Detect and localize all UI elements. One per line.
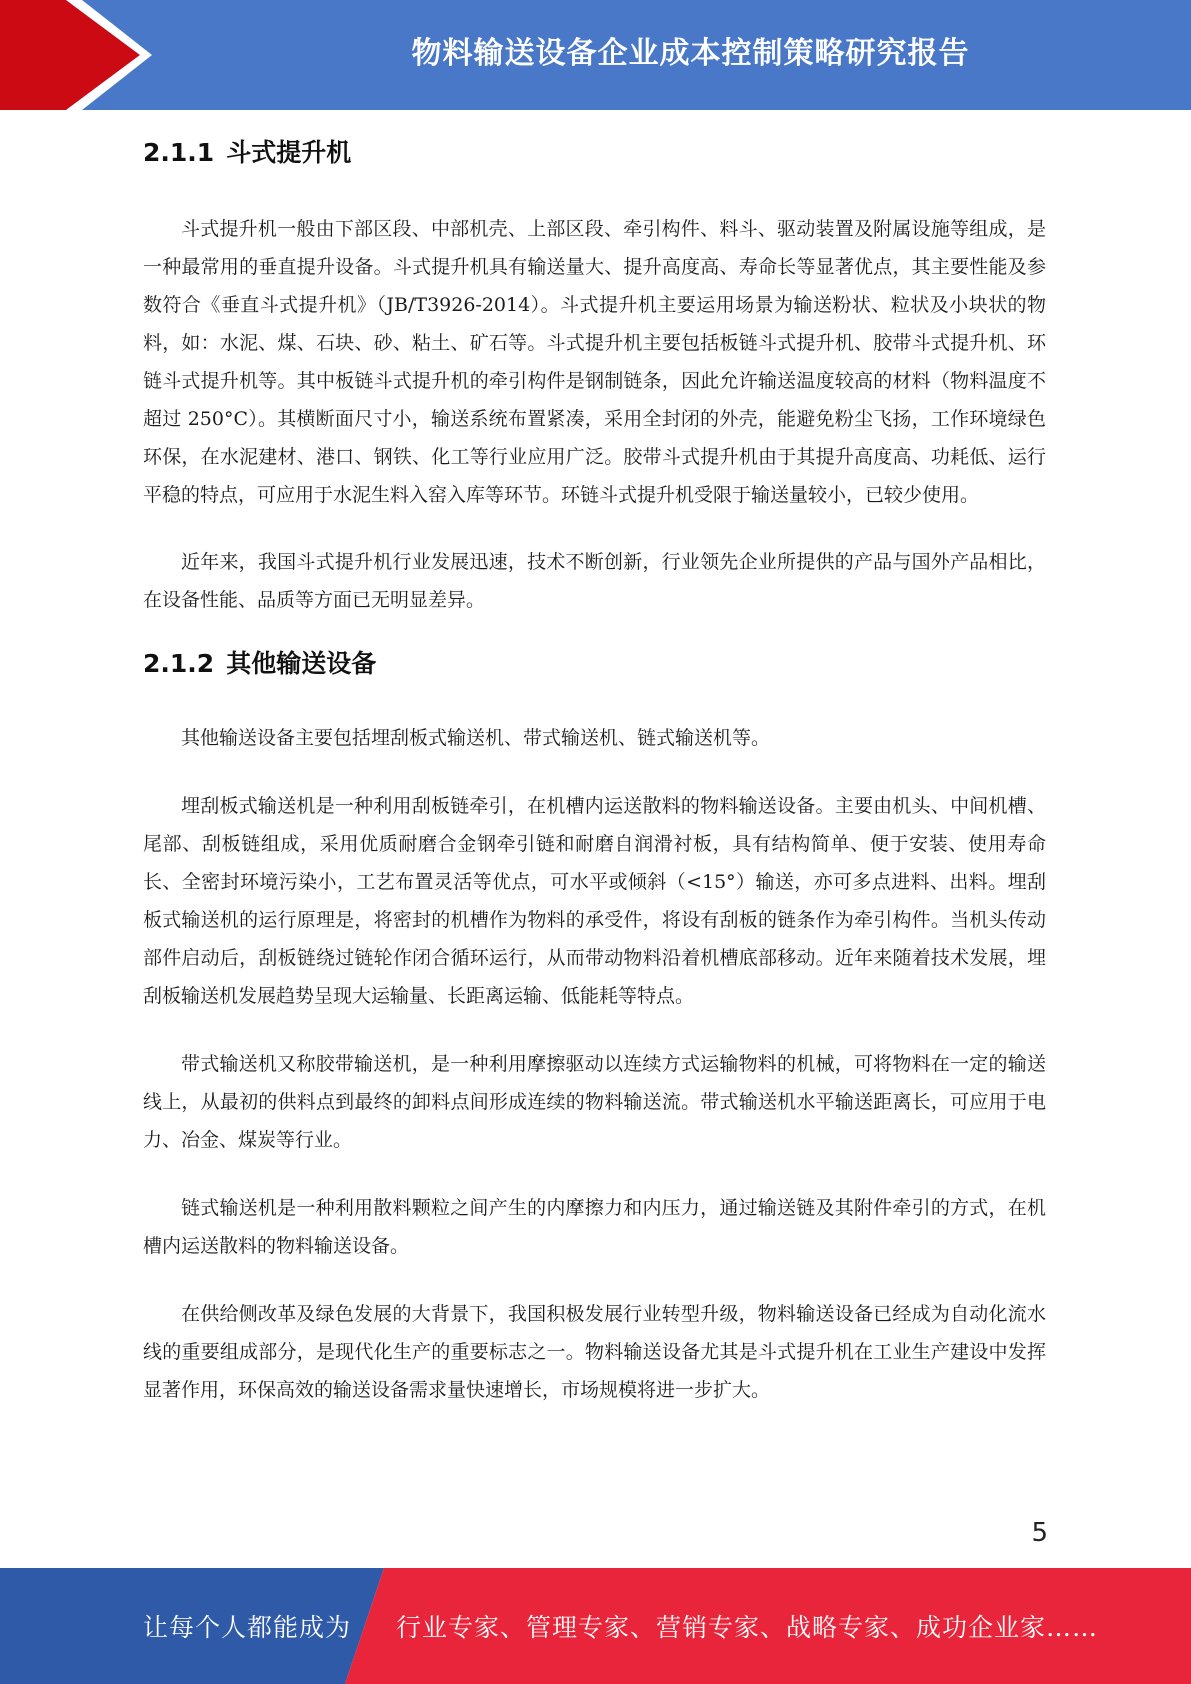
section-title: 斗式提升机 xyxy=(226,138,352,167)
paragraph: 斗式提升机一般由下部区段、中部机壳、上部区段、牵引构件、料斗、驱动装置及附属设施等组成，是一种最常用的垂直提升设备。斗式提升机具有输送量大、提升高度高、寿命长等显著优点，其主要性能及参数符合《垂直斗式提升机》（JB/T3926-2014）。斗式提升机主要运用场景为输送粉状、粒状及小块状的物料，如：水泥、煤、石块、砂、粘土、矿石等。斗式提升机主要包括板链斗式提升机、胶带斗式提升机、环链斗式提升机等。其中板链斗式提升机的牵引构件是钢制链条，因此允许输送温度较高的材料（物料温度不超过 250°C）。其横断面尺寸小，输送系统布置紧凑，采用全封闭的外壳，能避免粉尘飞扬，工作环境绿色环保，在水泥建材、港口、钢铁、化工等行业应用广泛。胶带斗式提升机由于其提升高度高、功耗低、运行平稳的特点，可应用于水泥生料入窑入库等环节。环链斗式提升机受限于输送量较小，已较少使用。 xyxy=(143,218,1046,506)
page-number: 5 xyxy=(1031,1518,1048,1548)
paragraph: 其他输送设备主要包括埋刮板式输送机、带式输送机、链式输送机等。 xyxy=(181,727,771,749)
paragraph: 近年来，我国斗式提升机行业发展迅速，技术不断创新，行业领先企业所提供的产品与国外产品相比，在设备性能、品质等方面已无明显差异。 xyxy=(143,551,1046,611)
section-number: 2.1.1 xyxy=(143,138,215,167)
footer-slogan-left: 让每个人都能成为 xyxy=(143,1613,352,1642)
main-content xyxy=(143,110,1046,1409)
page-footer xyxy=(0,1568,1191,1684)
paragraph: 链式输送机是一种利用散料颗粒之间产生的内摩擦力和内压力，通过输送链及其附件牵引的方式，在机槽内运送散料的物料输送设备。 xyxy=(143,1197,1046,1257)
header-arrow-decoration xyxy=(0,0,160,110)
section-heading-2-1-2 xyxy=(143,644,1046,680)
page-header xyxy=(0,0,1191,110)
paragraph: 埋刮板式输送机是一种利用刮板链牵引，在机槽内运送散料的物料输送设备。主要由机头、中间机槽、尾部、刮板链组成，采用优质耐磨合金钢牵引链和耐磨自润滑衬板，具有结构简单、便于安装、使用寿命长、全密封环境污染小，工艺布置灵活等优点，可水平或倾斜（<15°）输送，亦可多点进料、出料。埋刮板式输送机的运行原理是，将密封的机槽作为物料的承受件，将设有刮板的链条作为牵引构件。当机头传动部件启动后，刮板链绕过链轮作闭合循环运行，从而带动物料沿着机槽底部移动。近年来随着技术发展，埋刮板输送机发展趋势呈现大运输量、长距离运输、低能耗等特点。 xyxy=(143,795,1046,1007)
paragraph: 带式输送机又称胶带输送机，是一种利用摩擦驱动以连续方式运输物料的机械，可将物料在一定的输送线上，从最初的供料点到最终的卸料点间形成连续的物料输送流。带式输送机水平输送距离长，可应用于电力、冶金、煤炭等行业。 xyxy=(143,1053,1046,1151)
section-title: 其他输送设备 xyxy=(226,649,377,678)
section-heading-2-1-1 xyxy=(143,133,1046,169)
report-title: 物料输送设备企业成本控制策略研究报告 xyxy=(411,36,970,71)
paragraph: 在供给侧改革及绿色发展的大背景下，我国积极发展行业转型升级，物料输送设备已经成为自动化流水线的重要组成部分，是现代化生产的重要标志之一。物料输送设备尤其是斗式提升机在工业生产建设中发挥显著作用，环保高效的输送设备需求量快速增长，市场规模将进一步扩大。 xyxy=(143,1303,1046,1401)
section-number: 2.1.2 xyxy=(143,649,215,678)
footer-slogan-right: 行业专家、管理专家、营销专家、战略专家、成功企业家…… xyxy=(396,1613,1099,1642)
